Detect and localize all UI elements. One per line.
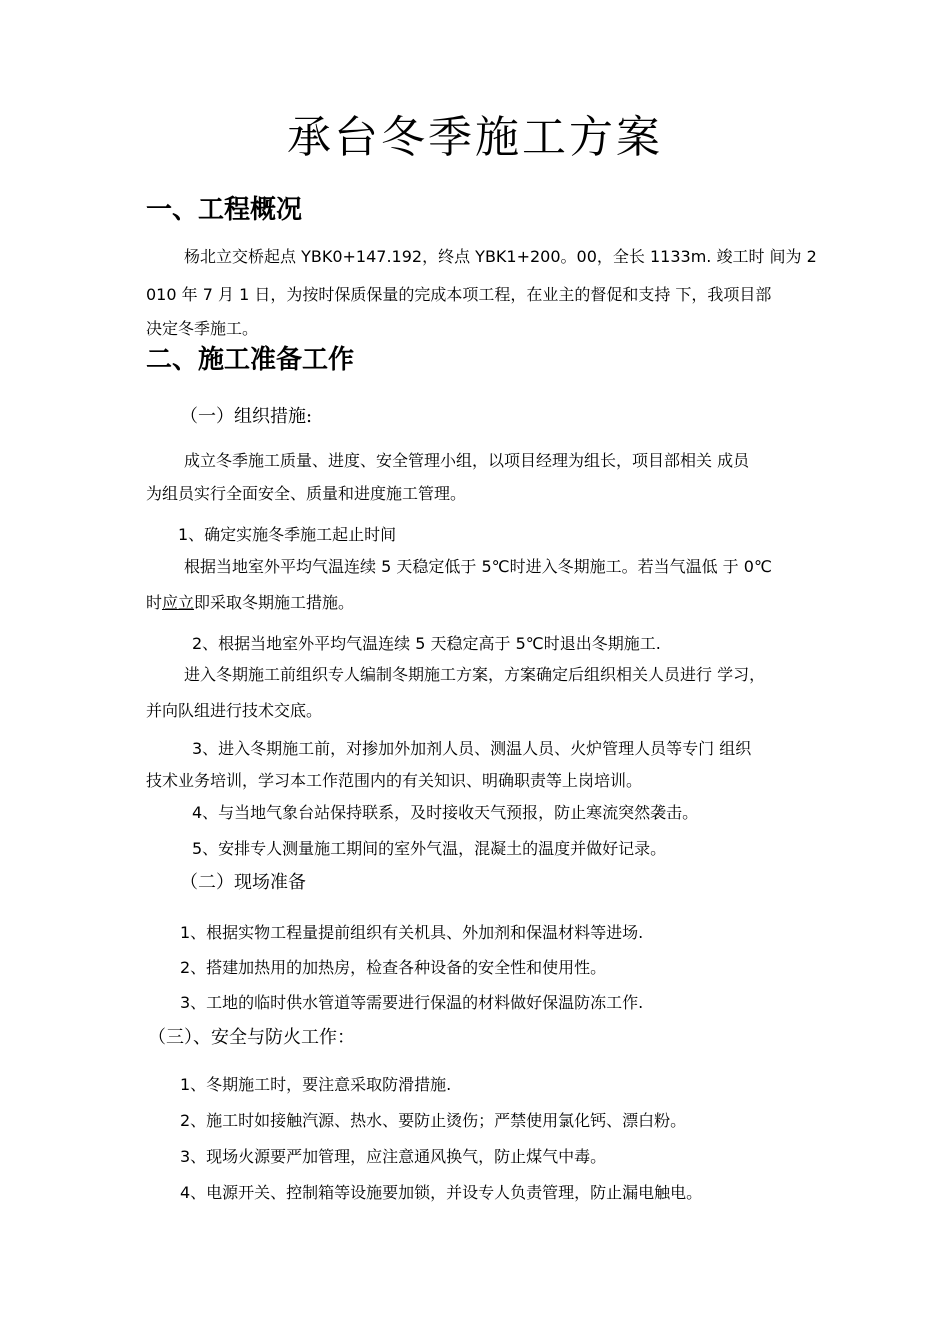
- overview-line-1: 杨北立交桥起点 YBK0+147.192，终点 YBK1+200。00，全长 1133m. 竣工时 间为 2: [184, 247, 817, 266]
- org-intro-line-2: 为组员实行全面安全、质量和进度施工管理。: [146, 484, 467, 503]
- org-item-1-title: 1、确定实施冬季施工起止时间: [178, 525, 397, 544]
- document-title: 承台冬季施工方案: [287, 112, 663, 163]
- org-item-1-line-1: 根据当地室外平均气温连续 5 天稳定低于 5℃时进入冬期施工。若当气温低 于 0℃: [184, 557, 772, 576]
- overview-line-3: 决定冬季施工。: [146, 319, 259, 338]
- org-item-4: 4、与当地气象台站保持联系，及时接收天气预报，防止寒流突然袭击。: [192, 803, 699, 822]
- subheading-organization: （一）组织措施:: [180, 406, 313, 427]
- safety-item-4: 4、电源开关、控制箱等设施要加锁，并设专人负责管理，防止漏电触电。: [180, 1183, 703, 1202]
- subheading-safety-fire: （三）、安全与防火工作：: [148, 1027, 355, 1048]
- safety-item-1: 1、冬期施工时，要注意采取防滑措施.: [180, 1075, 452, 1094]
- site-item-3: 3、工地的临时供水管道等需要进行保温的材料做好保温防冻工作.: [180, 993, 644, 1012]
- overview-line-2: 010 年 7 月 1 日，为按时保质保量的完成本项工程，在业主的督促和支持 下，我项目部: [146, 285, 772, 304]
- org-item-2: 2、根据当地室外平均气温连续 5 天稳定高于 5℃时退出冬期施工.: [192, 634, 661, 653]
- site-item-2: 2、搭建加热用的加热房，检查各种设备的安全性和使用性。: [180, 958, 607, 977]
- safety-item-3: 3、现场火源要严加管理，应注意通风换气，防止煤气中毒。: [180, 1147, 607, 1166]
- section-heading-overview: 一、工程概况: [146, 195, 303, 225]
- section-heading-preparation: 二、施工准备工作: [146, 345, 355, 375]
- safety-item-2: 2、施工时如接触汽源、热水、要防止烫伤；严禁使用氯化钙、漂白粉。: [180, 1111, 687, 1130]
- org-intro-line-1: 成立冬季施工质量、进度、安全管理小组，以项目经理为组长，项目部相关 成员: [184, 451, 750, 470]
- org-item-1-line-2-underlined: 应立: [162, 593, 195, 612]
- site-item-1: 1、根据实物工程量提前组织有关机具、外加剂和保温材料等进场.: [180, 923, 644, 942]
- org-item-2-cont-line-2: 并向队组进行技术交底。: [146, 701, 323, 720]
- org-item-3-line-1: 3、进入冬期施工前，对掺加外加剂人员、测温人员、火炉管理人员等专门 组织: [192, 739, 752, 758]
- org-item-5: 5、安排专人测量施工期间的室外气温，混凝土的温度并做好记录。: [192, 839, 667, 858]
- org-item-3-line-2: 技术业务培训，学习本工作范围内的有关知识、明确职责等上岗培训。: [146, 771, 643, 790]
- org-item-2-cont-line-1: 进入冬期施工前组织专人编制冬期施工方案，方案确定后组织相关人员进行 学习，: [184, 665, 766, 684]
- org-item-1-line-2-c: 即采取冬期施工措施。: [194, 593, 355, 612]
- org-item-1-line-2-a: 时: [146, 593, 163, 612]
- subheading-site-preparation: （二）现场准备: [180, 872, 306, 893]
- org-item-1-line-2: [146, 592, 354, 614]
